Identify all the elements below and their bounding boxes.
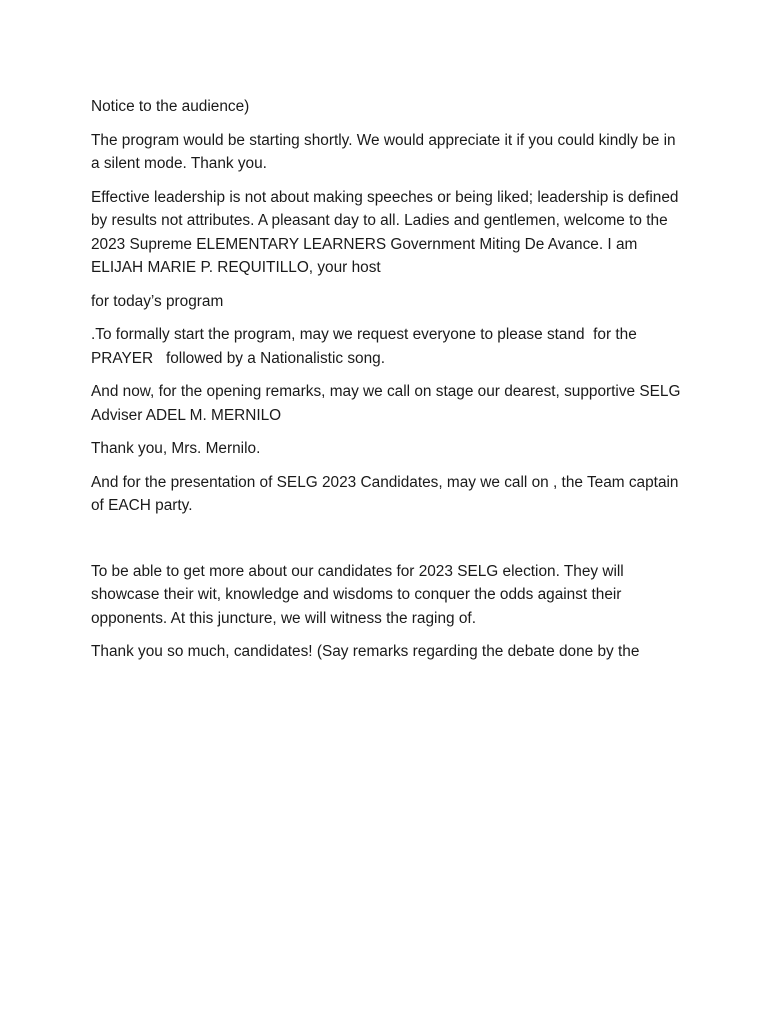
blank-line [91, 528, 688, 560]
paragraph-opening-remarks: And now, for the opening remarks, may we call on stage our dearest, supportive SELG Adviser ADEL M. MERNILO [91, 383, 684, 424]
paragraph-debate-intro: To be able to get more about our candidates for 2023 SELG election. They will showcase their wit, knowledge and wisdoms to conquer the odds against their opponents. At this juncture, we will witness the raging of. [91, 562, 629, 627]
paragraph-thank-adviser: Thank you, Mrs. Mernilo. [91, 440, 261, 457]
paragraph-host-line: for today’s program [91, 292, 224, 310]
paragraph-candidates-presentation: And for the presentation of SELG 2023 Candidates, may we call on , the Team captain of EACH party. [91, 473, 683, 514]
paragraph-thank-candidates: Thank you so much, candidates! (Say remarks regarding the debate done by the [91, 643, 640, 660]
paragraph-welcome: Effective leadership is not about making speeches or being liked; leadership is defined by results not attributes. A pleasant day to all. Ladies and gentlemen, welcome to the 2023 Supreme ELEMENTARY LEARNERS Government Miting De Avance. I am ELIJAH MARIE P. REQUITILLO, your host [91, 188, 683, 276]
notice-heading: Notice to the audience) [91, 98, 250, 115]
paragraph-prayer: .To formally start the program, may we request everyone to please stand for the PRAYER followed by a Nationalistic song. [91, 326, 642, 367]
paragraph-silent-mode: The program would be starting shortly. We would appreciate it if you could kindly be in a silent mode. Thank you. [91, 131, 680, 172]
